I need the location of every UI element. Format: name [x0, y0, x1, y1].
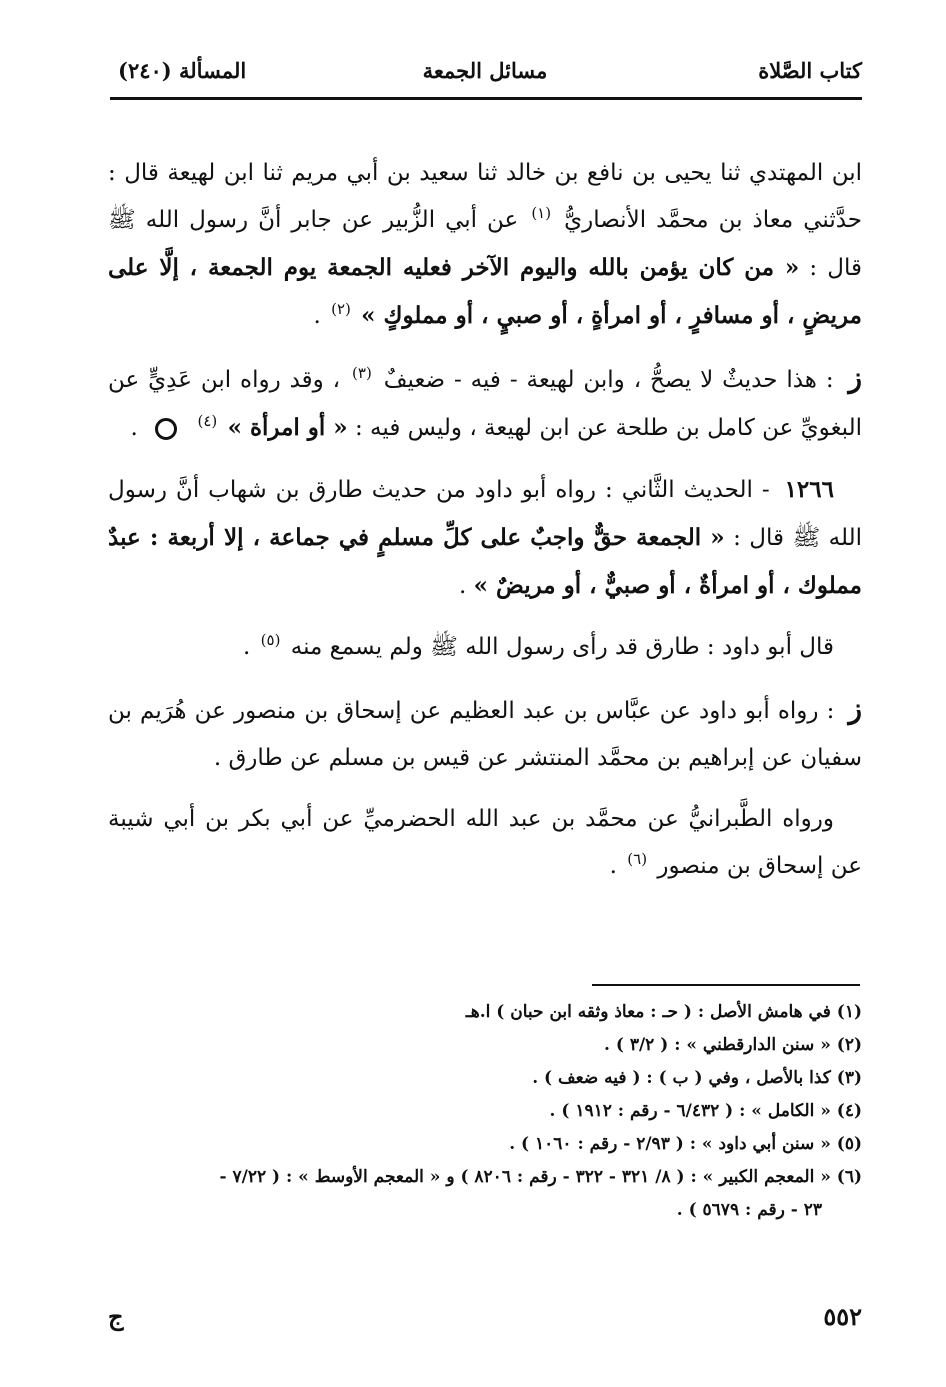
- p2-text-a: : هذا حديثٌ لا يصحُّ ، وابن لهيعة - فيه - ضعيفٌ: [383, 367, 834, 393]
- p3-text-a: - الحديث الثَّاني : رواه أبو داود من حديث طارق بن شهاب أنَّ رسول الله ﷺ قال :: [108, 477, 863, 551]
- page-number: ٥٥٢: [823, 1302, 862, 1331]
- p4-end: .: [243, 634, 251, 660]
- footnote-ref-1[interactable]: (١): [531, 204, 552, 223]
- p5-symbol: ز: [848, 692, 863, 725]
- hadith-number: ١٢٦٦: [784, 476, 834, 503]
- footnote-1: (١) في هامش الأصل : ( حـ : معاذ وثقه ابن حبان ) ا.هـ: [465, 1002, 862, 1022]
- footnote-5: (٥) « سنن أبي داود » : ( ٢/٩٣ - رقم : ١٠٦٠ ) .: [509, 1134, 862, 1154]
- section-title: مسائل الجمعة: [422, 58, 548, 83]
- p4-text: قال أبو داود : طارق قد رأى رسول الله ﷺ ولم يسمع منه: [290, 634, 834, 660]
- paragraph-4: [108, 624, 862, 671]
- paragraph-1: [108, 150, 862, 340]
- footnote-2: (٢) « سنن الدارقطني » : ( ٣/٢ ) .: [604, 1035, 862, 1055]
- header-divider: [110, 97, 862, 100]
- circle-mark-icon: [155, 418, 177, 440]
- p6-end: .: [609, 853, 617, 879]
- footnote-4: (٤) « الكامل » : ( ٦/٤٣٢ - رقم : ١٩١٢ ) .: [549, 1101, 862, 1121]
- p1-text-b: عن أبي الزُّبير عن جابر أنَّ رسول الله ﷺ قال :: [108, 207, 862, 281]
- p3-hadith: « الجمعة حقٌّ واجبٌ على كلِّ مسلمٍ في جماعة ، إلا أربعة : عبدٌ مملوك ، أو امرأةٌ ، أو صبيٌّ ، أو مريضٌ »: [108, 524, 862, 599]
- running-header: [108, 50, 862, 90]
- footnote-6: (٦) « المعجم الكبير » : ( ٨/ ٣٢١ - ٣٢٢ - رقم : ٨٢٠٦ ) و « المعجم الأوسط » : ( ٧/٢٢ -: [219, 1167, 862, 1187]
- p3-end: .: [459, 573, 467, 599]
- main-text: [108, 150, 862, 904]
- footnote-6-continuation: ٢٣ - رقم : ٥٦٧٩ ) .: [676, 1200, 822, 1220]
- p2-text-b: ، وقد رواه ابن عَدِيٍّ عن البغويِّ عن كامل بن طلحة عن ابن لهيعة ، وليس فيه :: [108, 367, 862, 441]
- p1-hadith: « من كان يؤمن بالله واليوم الآخر فعليه الجمعة يوم الجمعة ، إلَّا على مريضٍ ، أو مسافرٍ ، أو امرأةٍ ، أو صبيٍ ، أو مملوكٍ »: [108, 254, 862, 329]
- p1-end: .: [313, 303, 321, 329]
- footnote-ref-6[interactable]: (٦): [627, 850, 648, 869]
- footnote-3: (٣) كذا بالأصل ، وفي ( ب ) : ( فيه ضعف ) .: [532, 1068, 862, 1088]
- paragraph-3: [108, 466, 862, 610]
- page-footer: [108, 1302, 862, 1342]
- footnotes: [108, 996, 862, 1227]
- book-title: كتاب الصَّلاة: [758, 58, 862, 83]
- p5-text: : رواه أبو داود عن عبَّاس بن عبد العظيم عن إسحاق بن منصور عن هُرَيم بن سفيان عن إبراهيم بن محمَّد المنتشر عن قيس بن مسلم عن طارق .: [108, 698, 862, 771]
- footnote-divider: [592, 984, 860, 986]
- footnote-ref-2[interactable]: (٢): [331, 300, 351, 319]
- footnote-ref-5[interactable]: (٥): [260, 631, 281, 650]
- footnote-ref-4[interactable]: (٤): [197, 412, 218, 431]
- paragraph-5: [108, 685, 862, 782]
- signature-mark: ج: [108, 1302, 124, 1331]
- paragraph-6: [108, 796, 862, 890]
- issue-label: المسألة (٢٤٠): [118, 58, 247, 83]
- footnote-ref-3[interactable]: (٣): [352, 364, 372, 383]
- paragraph-2: [108, 354, 862, 452]
- p6-text: ورواه الطَّبرانيُّ عن محمَّد بن عبد الله الحضرميِّ عن أبي بكر بن أبي شيبة عن إسحاق بن منصور: [108, 806, 862, 879]
- p2-symbol: ز: [848, 361, 863, 394]
- p1-text-a: ابن المهتدي ثنا يحيى بن نافع بن خالد ثنا سعيد بن أبي مريم ثنا ابن لهيعة قال : حدَّثني معاذ بن محمَّد الأنصاريُّ: [108, 160, 863, 233]
- p2-end: .: [130, 415, 138, 441]
- p2-quote: « أو امرأة »: [227, 414, 348, 441]
